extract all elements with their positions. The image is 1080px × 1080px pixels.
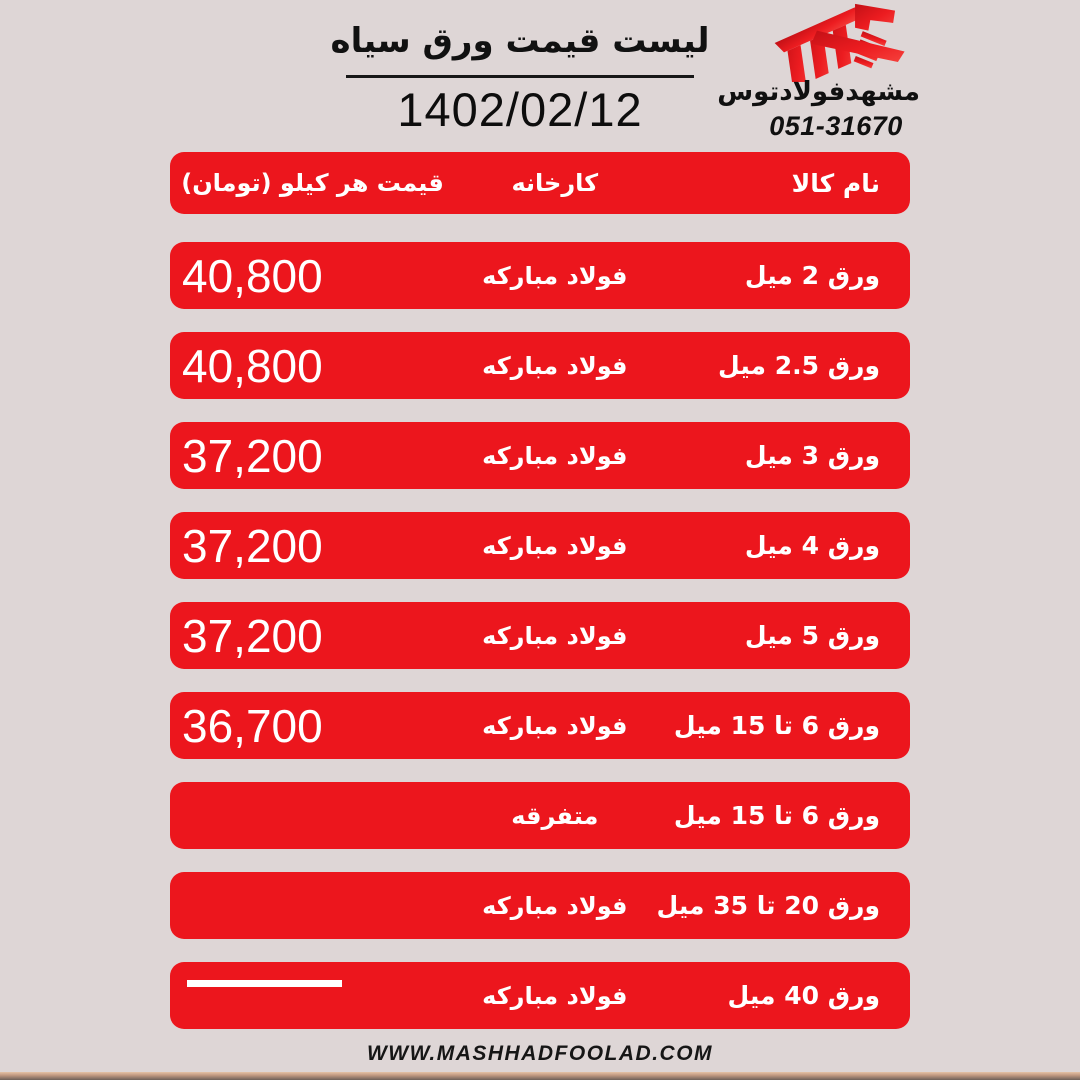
factory-name: فولاد مبارکه — [482, 351, 628, 380]
table-row — [170, 422, 910, 489]
factory-name: فولاد مبارکه — [482, 441, 628, 470]
table-row — [170, 242, 910, 309]
product-name: ورق 4 میل — [744, 531, 880, 560]
date-text: 1402/02/12 — [397, 82, 643, 136]
title-underline — [346, 75, 694, 78]
price-value — [170, 992, 444, 999]
table-row — [170, 872, 910, 939]
price-value: 36,700 — [182, 699, 323, 752]
page-title: لیست قیمت ورق سیاه — [330, 21, 710, 61]
blank-price-line — [187, 980, 342, 987]
factory-name: فولاد مبارکه — [482, 531, 628, 560]
price-value: 40,800 — [182, 249, 323, 302]
header-factory: کارخانه — [511, 169, 599, 197]
table-row — [170, 602, 910, 669]
table-row — [170, 782, 910, 849]
table-row — [170, 512, 910, 579]
company-logo-block — [717, 0, 920, 142]
company-name: مشهدفولادتوس — [717, 77, 920, 107]
mf-bolt-logo-icon — [758, 2, 914, 82]
product-name: ورق 3 میل — [744, 441, 880, 470]
product-name: ورق 6 تا 15 میل — [673, 801, 880, 830]
factory-name: فولاد مبارکه — [482, 981, 628, 1010]
table-row — [170, 332, 910, 399]
header-price: قیمت هر کیلو (تومان) — [181, 169, 444, 197]
phone-number: 051-31670 — [769, 110, 903, 141]
factory-name: فولاد مبارکه — [482, 711, 628, 740]
price-value: 40,800 — [182, 339, 323, 392]
price-value: 37,200 — [182, 429, 323, 482]
product-name: ورق 20 تا 35 میل — [656, 891, 880, 920]
factory-name: متفرقه — [511, 801, 599, 830]
factory-name: فولاد مبارکه — [482, 891, 628, 920]
price-table — [170, 152, 910, 1052]
product-name: ورق 5 میل — [744, 621, 880, 650]
product-name: ورق 40 میل — [727, 981, 880, 1010]
website-url: WWW.MASHHADFOOLAD.COM — [366, 1042, 714, 1065]
price-value: 37,200 — [182, 609, 323, 662]
table-row — [170, 962, 910, 1029]
factory-name: فولاد مبارکه — [482, 261, 628, 290]
product-name: ورق 2 میل — [744, 261, 880, 290]
header-product-name: نام کالا — [791, 168, 880, 198]
price-value: 37,200 — [182, 519, 323, 572]
bottom-border-strip — [0, 1072, 1080, 1080]
product-name: ورق 6 تا 15 میل — [673, 711, 880, 740]
factory-name: فولاد مبارکه — [482, 621, 628, 650]
product-name: ورق 2.5 میل — [718, 351, 880, 380]
table-header-row — [170, 152, 910, 214]
header-title-block — [330, 20, 710, 137]
table-row — [170, 692, 910, 759]
